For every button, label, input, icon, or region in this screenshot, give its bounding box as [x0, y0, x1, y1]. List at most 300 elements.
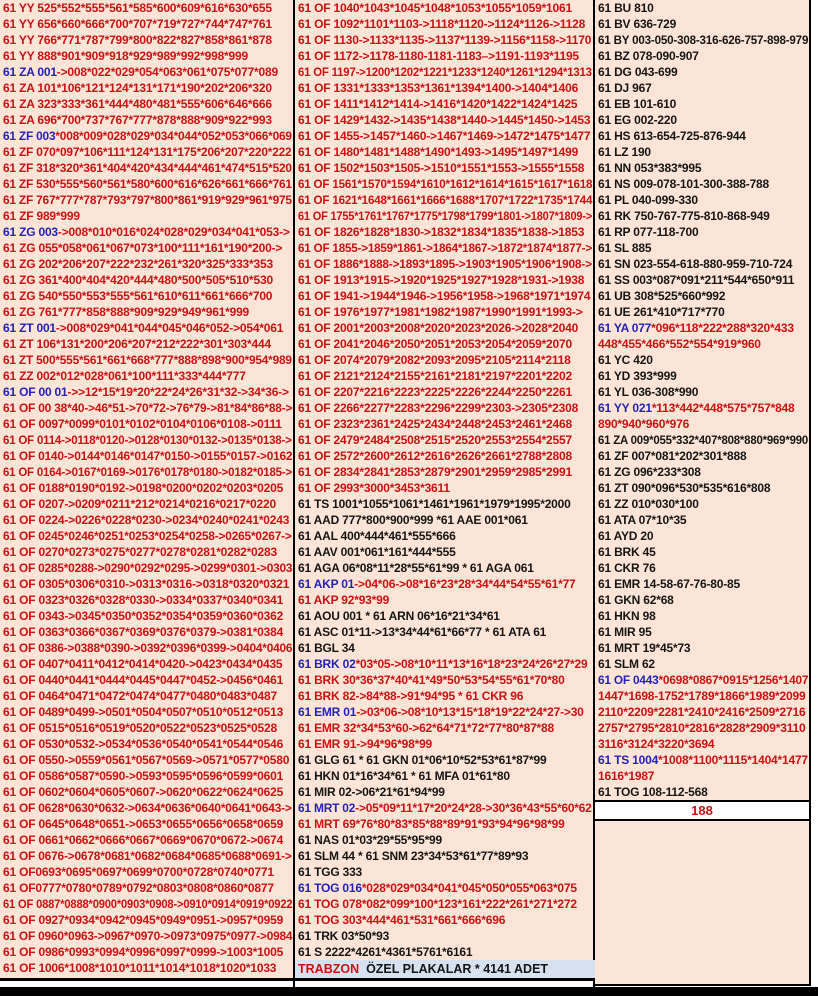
plate-row	[0, 320, 293, 336]
plate-row	[295, 0, 593, 16]
plate-row	[595, 576, 809, 592]
plate-row	[595, 0, 809, 16]
plate-text-segment: 61 OF 1913*1915->1920*1925*1927*1928*1931->1938	[298, 273, 585, 287]
plate-row	[595, 688, 809, 704]
plate-row	[595, 32, 809, 48]
plate-row	[595, 528, 809, 544]
plate-row	[295, 784, 593, 800]
plate-row	[295, 832, 593, 848]
plate-row	[0, 384, 293, 400]
plate-text-segment: 61 OF 0188*0190*0192->0198*0200*0202*0203*0205	[3, 481, 284, 495]
plate-text-segment: 61 OF 0224->0226*0228*0230->0234*0240*0241*0243	[3, 513, 290, 527]
plate-text-segment: 61 EMR 01	[298, 705, 357, 719]
plate-text-segment: 61 EG 002-220	[598, 113, 677, 127]
plate-row	[295, 576, 593, 592]
plate-text-segment: 61 BY 003-050-308-316-626-757-898-979	[598, 33, 809, 47]
plate-row	[0, 336, 293, 352]
plate-row	[0, 704, 293, 720]
plate-row	[595, 464, 809, 480]
plate-text-segment: 61 HKN 01*16*34*61 * 61 MFA 01*61*80	[298, 769, 510, 783]
plate-text-segment: 61 OF 1480*1481*1488*1490*1493->1495*1497*1499	[298, 145, 579, 159]
plate-text-segment: 61 TOG 016	[298, 881, 362, 895]
plate-row	[595, 432, 809, 448]
plate-row	[0, 656, 293, 672]
plate-text-segment: 61 OF 1092*1101*1103->1118*1120->1124*1126->1128	[298, 17, 586, 31]
plate-text-segment: 61 NN 053*383*995	[598, 161, 702, 175]
plate-text-segment: 61 SLM 62	[598, 657, 655, 671]
plate-row	[0, 480, 293, 496]
plate-row	[595, 384, 809, 400]
plate-text-segment: 61 OF 0887*0888*0900*0903*0908->0910*0914*0919*0922	[3, 897, 293, 911]
plate-row	[295, 80, 593, 96]
plate-row	[595, 592, 809, 608]
plate-text-segment: ->04*06->08*16*23*28*34*44*54*55*61*77	[354, 577, 576, 591]
plate-text-segment: 61 OF 1561*1570*1594*1610*1612*1614*1615*1617*1618	[298, 177, 593, 191]
plate-row	[595, 544, 809, 560]
plate-column-left	[0, 0, 293, 978]
plate-text-segment: 2110*2209*2281*2410*2416*2509*2716	[598, 705, 806, 719]
plate-row	[0, 112, 293, 128]
footer-label: ÖZEL PLAKALAR * 4141 ADET	[366, 962, 549, 976]
bottom-border-bar	[0, 987, 818, 996]
plate-text-segment: 61 ZA 323*333*361*444*480*481*555*606*646*666	[3, 97, 272, 111]
plate-row	[295, 144, 593, 160]
plate-row	[0, 720, 293, 736]
plate-text-segment: *028*029*034*041*045*050*055*063*075	[361, 881, 577, 895]
plate-row	[295, 16, 593, 32]
plate-text-segment: 61 AAV 001*061*161*444*555	[298, 545, 456, 559]
plate-text-segment: 61 OF 1886*1888->1893*1895->1903*1905*1906*1908->	[298, 257, 592, 271]
plate-row	[295, 912, 593, 928]
plate-text-segment: 61 TGG 333	[298, 865, 363, 879]
plate-row	[595, 720, 809, 736]
plate-row	[295, 208, 593, 224]
plate-text-segment: ->008*022*029*054*063*061*075*077*089	[56, 65, 278, 79]
plate-row	[595, 272, 809, 288]
plate-row	[295, 384, 593, 400]
plate-row	[295, 480, 593, 496]
plate-row	[595, 608, 809, 624]
plate-row	[0, 432, 293, 448]
plate-row	[595, 736, 809, 752]
plate-row	[0, 640, 293, 656]
plate-text-segment: 61 OF 2993*3000*3453*3611	[298, 481, 450, 495]
plate-text-segment: 61 BGL 34	[298, 641, 355, 655]
plate-text-segment: 61 ZZ 002*012*028*061*100*111*333*444*777	[3, 369, 246, 383]
plate-row	[295, 624, 593, 640]
plate-text-segment: 61 YY 656*660*666*700*707*719*727*744*747*761	[3, 17, 272, 31]
plate-text-segment: 61 SLM 44 * 61 SNM 23*34*53*61*77*89*93	[298, 849, 529, 863]
plate-row	[0, 144, 293, 160]
plate-text-segment: 61 OF 0586*0587*0590->0593*0595*0596*0599*0601	[3, 769, 284, 783]
plate-row	[295, 944, 593, 960]
plate-text-segment: 61 OF 0407*0411*0412*0414*0420->0423*0434*0435	[3, 657, 283, 671]
plate-text-segment: *096*118*222*288*320*433	[651, 321, 794, 335]
plate-text-segment: 1447*1698-1752*1789*1866*1989*2099	[598, 689, 806, 703]
plate-row	[0, 352, 293, 368]
plate-text-segment: 61 OF 0363*0366*0367*0369*0376*0379->0381*0384	[3, 625, 284, 639]
plate-row	[0, 128, 293, 144]
plate-text-segment: 61 OF 0628*0630*0632->0634*0636*0640*0641*0643->	[3, 801, 292, 815]
plate-row	[0, 528, 293, 544]
plate-row	[595, 304, 809, 320]
plate-text-segment: 61 DJ 967	[598, 81, 652, 95]
plate-text-segment: 61 UB 308*525*660*992	[598, 289, 726, 303]
plate-row	[595, 400, 809, 416]
plate-text-segment: 61 OF 0270*0273*0275*0277*0278*0281*0282*0283	[3, 545, 277, 559]
plate-row	[0, 240, 293, 256]
plate-text-segment: 61 OF 1006*1008*1010*1011*1014*1018*1020*1033	[3, 961, 277, 975]
plate-text-segment: 61 OF 0305*0306*0310->0313*0316->0318*0320*0321	[3, 577, 290, 591]
plate-row	[0, 960, 293, 976]
plate-text-segment: 61 ZA 001	[3, 65, 57, 79]
plate-text-segment: 61 ZF 767*777*787*793*797*800*861*919*929*961*975	[3, 193, 292, 207]
plate-text-segment: 61 ZF 989*999	[3, 209, 80, 223]
plate-text-segment: 61 OF 0386->0388*0390->0392*0396*0399->0404*0406	[3, 641, 293, 655]
plate-text-segment: 61 ZF 318*320*361*404*420*434*444*461*474*515*520	[3, 161, 292, 175]
plate-row	[0, 304, 293, 320]
plate-text-segment: 61 ZA 696*700*737*767*777*878*888*909*922*993	[3, 113, 272, 127]
plate-text-segment: 61 OF 1502*1503*1505->1510*1551*1553->1555*1558	[298, 161, 585, 175]
plate-row	[595, 112, 809, 128]
plate-row	[295, 336, 593, 352]
plate-text-segment: 61 OF0777*0780*0789*0792*0803*0808*0860*0877	[3, 881, 274, 895]
plate-text-segment: 61 ZF 003	[3, 129, 56, 143]
plate-row	[295, 688, 593, 704]
plate-text-segment: 61 YY 021	[598, 401, 652, 415]
total-count-row	[595, 800, 811, 821]
plate-row	[0, 784, 293, 800]
plate-row	[595, 240, 809, 256]
plate-text-segment: 61 EMR 32*34*53*60->62*64*71*72*77*80*87*88	[298, 721, 554, 735]
plate-text-segment: 61 SN 023-554-618-880-959-710-724	[598, 257, 793, 271]
plate-row	[0, 96, 293, 112]
plate-text-segment: 61 AOU 001 * 61 ARN 06*16*21*34*61	[298, 609, 500, 623]
plate-text-segment: 61 OF 0960*0963->0967*0970->0973*0975*0977->0984	[3, 929, 293, 943]
plate-row	[595, 160, 809, 176]
plate-text-segment: 61 CKR 76	[598, 561, 656, 575]
plate-row	[295, 224, 593, 240]
empty-cell-box	[595, 821, 811, 986]
plate-row	[595, 128, 809, 144]
plate-text-segment: 61 OF 1455->1457*1460->1467*1469->1472*1475*1477	[298, 129, 591, 143]
plate-row	[595, 480, 809, 496]
plate-row	[295, 160, 593, 176]
plate-row	[295, 800, 593, 816]
plate-row	[0, 912, 293, 928]
plate-row	[595, 656, 809, 672]
plate-text-segment: 61 OF 1197->1200*1202*1221*1233*1240*1261*1294*1313	[298, 65, 592, 79]
plate-row	[295, 416, 593, 432]
plate-row	[295, 32, 593, 48]
plate-text-segment: 61 ZT 500*555*561*661*668*777*888*898*900*954*989	[3, 353, 292, 367]
plate-text-segment: 61 ZT 090*096*530*535*616*808	[598, 481, 771, 495]
plate-row	[595, 368, 809, 384]
plate-row	[295, 560, 593, 576]
plate-text-segment: 61 AAL 400*444*461*555*666	[298, 529, 456, 543]
plate-row	[0, 672, 293, 688]
plate-text-segment: 890*940*960*976	[598, 417, 690, 431]
plate-row	[0, 192, 293, 208]
plate-text-segment: 61 OF 0661*0662*0666*0667*0669*0670*0672->0674	[3, 833, 284, 847]
plate-text-segment: 61 OF 2121*2124*2155*2161*2181*2197*2201*2202	[298, 369, 572, 383]
plate-text-segment: 61 ZF 007*081*202*301*888	[598, 449, 747, 463]
plate-text-segment: ->03*06->08*10*13*15*18*19*22*24*27->30	[356, 705, 584, 719]
plate-text-segment: 61 TOG 078*082*099*100*123*161*222*261*271*272	[298, 897, 577, 911]
plate-text-segment: 61 OF 0530*0532->0534*0536*0540*0541*0544*0546	[3, 737, 284, 751]
plate-row	[295, 816, 593, 832]
plate-text-segment: 61 OF 00 01	[3, 385, 68, 399]
plate-text-segment: 61 MRT 69*76*80*83*85*88*89*91*93*94*96*98*99	[298, 817, 565, 831]
plate-row	[0, 768, 293, 784]
plate-text-segment: 61 BRK 30*36*37*40*41*49*50*53*54*55*61*70*80	[298, 673, 565, 687]
plate-text-segment: 61 YY 525*552*555*561*585*600*609*616*630*655	[3, 1, 272, 15]
plate-row	[295, 176, 593, 192]
plate-text-segment: 61 EMR 14-58-67-76-80-85	[598, 577, 740, 591]
plate-row	[0, 176, 293, 192]
plate-row	[295, 64, 593, 80]
plate-row	[595, 784, 809, 800]
plate-text-segment: 61 RP 077-118-700	[598, 225, 699, 239]
total-count: 188	[691, 803, 713, 818]
plate-row	[295, 528, 593, 544]
plate-row	[295, 496, 593, 512]
plate-text-segment: 61 OF 2479*2484*2508*2515*2520*2553*2554*2557	[298, 433, 572, 447]
plate-text-segment: 61 OF 0515*0516*0519*0520*0522*0523*0525*0528	[3, 721, 277, 735]
plate-text-segment: 61 TS 1001*1055*1061*1461*1961*1979*1995*2000	[298, 497, 571, 511]
plate-text-segment: 61 EB 101-610	[598, 97, 677, 111]
plate-text-segment: 61 ZF 530*555*560*561*580*600*616*626*661*666*761	[3, 177, 292, 191]
plate-row	[0, 448, 293, 464]
plate-text-segment: 61 OF 1172->1178-1180-1181-1183–>1191-1193*1195	[298, 49, 579, 63]
plate-row	[295, 864, 593, 880]
plate-row	[0, 416, 293, 432]
region-name: TRABZON	[298, 962, 360, 976]
plate-text-segment: 61 TRK 03*50*93	[298, 929, 390, 943]
plate-text-segment: 61 OF 0140->0144*0146*0147*0150->0155*0157->0162	[3, 449, 293, 463]
plate-row	[595, 80, 809, 96]
plate-text-segment: 61 YL 036-308*990	[598, 385, 699, 399]
plate-row	[595, 208, 809, 224]
plate-row	[595, 416, 809, 432]
plate-column-middle	[295, 0, 593, 978]
plate-row	[595, 224, 809, 240]
plate-row	[295, 656, 593, 672]
plate-text-segment: 61 OF 0986*0993*0994*0996*0997*0999->1003*1005	[3, 945, 284, 959]
plate-row	[295, 672, 593, 688]
plate-row	[0, 752, 293, 768]
plate-text-segment: 61 ZA 101*106*121*124*131*171*190*202*206*320	[3, 81, 272, 95]
plate-row	[595, 752, 809, 768]
plate-text-segment: 61 YY 888*901*909*918*929*989*992*998*999	[3, 49, 248, 63]
plate-text-segment: 61 ZG 361*400*404*420*444*480*500*505*510*530	[3, 273, 273, 287]
plate-row	[295, 352, 593, 368]
plate-row	[595, 176, 809, 192]
plate-text-segment: 61 ASC 01*11->13*34*44*61*66*77 * 61 ATA 61	[298, 625, 547, 639]
plate-text-segment: 61 OF 0550->0559*0561*0567*0569->0571*0577*0580	[3, 753, 290, 767]
plate-text-segment: 61 GKN 62*68	[598, 593, 674, 607]
plate-row	[595, 16, 809, 32]
plate-row	[0, 80, 293, 96]
plate-text-segment: 61 OF 1621*1648*1661*1666*1688*1707*1722*1735*1744	[298, 193, 593, 207]
plate-row	[595, 672, 809, 688]
plate-row	[0, 608, 293, 624]
column-divider	[293, 0, 295, 987]
plate-row	[0, 208, 293, 224]
plate-text-segment: 61 RK 750-767-775-810-868-949	[598, 209, 770, 223]
plate-text-segment: 61 EMR 91->94*96*98*99	[298, 737, 433, 751]
plate-text-segment: 61 ZG 003	[3, 225, 58, 239]
plate-text-segment: *113*442*448*575*757*848	[651, 401, 795, 415]
plate-row	[295, 368, 593, 384]
plate-row	[295, 112, 593, 128]
plate-text-segment: 61 OF 2266*2277*2283*2296*2299*2303->2305*2308	[298, 401, 579, 415]
plate-text-segment: 61 AKP 01	[298, 577, 355, 591]
plate-row	[595, 288, 809, 304]
plate-row	[595, 624, 809, 640]
plate-row	[0, 800, 293, 816]
plate-text-segment: 61 AAD 777*800*900*999 *61 AAE 001*061	[298, 513, 528, 527]
plate-row	[295, 896, 593, 912]
plate-text-segment: 61 OF 0489*0499->0501*0504*0507*0510*0512*0513	[3, 705, 284, 719]
plate-text-segment: 61 OF 1941->1944*1946->1956*1958->1968*1971*1974	[298, 289, 591, 303]
plate-row	[295, 512, 593, 528]
plate-text-segment: 61 ZG 096*233*308	[598, 465, 701, 479]
plate-row	[595, 192, 809, 208]
plate-text-segment: 61 OF 2001*2003*2008*2020*2023*2026->2028*2040	[298, 321, 579, 335]
plate-text-segment: 61 OF 0245*0246*0251*0253*0254*0258->0265*0267->	[3, 529, 292, 543]
plate-text-segment: 61 BU 810	[598, 1, 654, 15]
plate-row	[295, 272, 593, 288]
plate-text-segment: 61 ZG 540*550*553*555*561*610*611*661*666*700	[3, 289, 273, 303]
plate-row	[295, 608, 593, 624]
plate-text-segment: 61 OF 1976*1977*1981*1982*1987*1990*1991*1993->	[298, 305, 583, 319]
plate-row	[0, 944, 293, 960]
plate-row	[295, 304, 593, 320]
plate-row	[595, 96, 809, 112]
plate-row	[295, 128, 593, 144]
plate-text-segment: 61 SS 003*087*091*211*544*650*911	[598, 273, 795, 287]
plate-text-segment: 61 OF 1130->1133*1135->1137*1139->1156*1158->1170	[298, 33, 592, 47]
plate-text-segment: 61 OF 0927*0934*0942*0945*0949*0951->0957*0959	[3, 913, 284, 927]
plate-text-segment: 61 OF 1826*1828*1830->1832*1834*1835*1838->1853	[298, 225, 585, 239]
plate-text-segment: 61 ZA 009*055*332*407*808*880*969*990	[598, 433, 809, 447]
plate-row	[595, 496, 809, 512]
plate-row	[295, 448, 593, 464]
plate-text-segment: 3116*3124*3220*3694	[598, 737, 715, 751]
plate-text-segment: 61 OF 2572*2600*2612*2616*2626*2661*2788*2808	[298, 449, 572, 463]
plate-text-segment: 61 TS 1004	[598, 753, 659, 767]
plate-text-segment: 61 OF 1429*1432->1435*1438*1440->1445*1450->1453	[298, 113, 591, 127]
plate-row	[595, 448, 809, 464]
plate-row	[0, 592, 293, 608]
plate-text-segment: 61 OF 0285*0288->0290*0292*0295->0299*0301->0303	[3, 561, 293, 575]
plate-row	[0, 544, 293, 560]
plate-text-segment: 61 OF 0464*0471*0472*0474*0477*0480*0483*0487	[3, 689, 277, 703]
plate-text-segment: 61 AYD 20	[598, 529, 654, 543]
plate-row	[595, 336, 809, 352]
plate-text-segment: 61 YA 077	[598, 321, 652, 335]
plate-row	[295, 288, 593, 304]
plate-text-segment: 61 ZZ 010*030*100	[598, 497, 699, 511]
plate-row	[295, 928, 593, 944]
plate-row	[295, 192, 593, 208]
plate-text-segment: 61 OF 2074*2079*2082*2093*2095*2105*2114*2118	[298, 353, 571, 367]
plate-row	[595, 144, 809, 160]
plate-row	[295, 592, 593, 608]
plate-text-segment: 61 OF 0676->0678*0681*0682*0684*0685*0688*0691->	[3, 849, 292, 863]
plate-row	[595, 64, 809, 80]
plate-text-segment: ->>12*15*19*20*22*24*26*31*32->34*36->	[67, 385, 289, 399]
plate-text-segment: 61 MIR 95	[598, 625, 652, 639]
plate-row	[295, 464, 593, 480]
plate-row	[0, 928, 293, 944]
plate-text-segment: 61 BRK 45	[598, 545, 656, 559]
plate-text-segment: 61 SL 885	[598, 241, 652, 255]
plate-text-segment: 61 GLG 61 * 61 GKN 01*06*10*52*53*61*87*99	[298, 753, 547, 767]
plate-row	[0, 576, 293, 592]
plate-text-segment: 61 ZT 106*131*200*206*207*212*222*301*303*444	[3, 337, 271, 351]
plate-text-segment: 61 AKP 92*93*99	[298, 593, 390, 607]
plate-row	[295, 720, 593, 736]
plate-row	[0, 160, 293, 176]
plate-text-segment: 61 LZ 190	[598, 145, 651, 159]
plate-row	[295, 704, 593, 720]
plate-text-segment: 61 ZG 761*777*858*888*909*929*949*961*999	[3, 305, 250, 319]
plate-row	[295, 320, 593, 336]
plate-row	[0, 880, 293, 896]
plate-text-segment: 61 MRT 19*45*73	[598, 641, 691, 655]
plate-row	[295, 880, 593, 896]
plate-text-segment: 61 NS 009-078-101-300-388-788	[598, 177, 769, 191]
plate-row	[0, 64, 293, 80]
plate-row	[0, 256, 293, 272]
plate-row	[0, 400, 293, 416]
plate-row	[595, 320, 809, 336]
plate-text-segment: 61 OF 1331*1333*1353*1361*1394*1400->1404*1406	[298, 81, 579, 95]
plate-row	[0, 864, 293, 880]
plate-row	[295, 240, 593, 256]
plate-row	[595, 640, 809, 656]
plate-row	[0, 896, 293, 912]
plate-text-segment: 61 TOG 303*444*461*531*661*666*696	[298, 913, 506, 927]
plate-text-segment: 61 AGA 06*08*11*28*55*61*99 * 61 AGA 061	[298, 561, 534, 575]
plate-text-segment: *008*009*028*029*034*044*052*053*066*069	[55, 129, 292, 143]
plate-row	[0, 32, 293, 48]
plate-row	[0, 0, 293, 16]
plate-text-segment: 61 DG 043-699	[598, 65, 678, 79]
plate-row	[0, 464, 293, 480]
plate-text-segment: 61 YD 393*999	[598, 369, 677, 383]
plate-text-segment: ->008*029*041*044*045*046*052->054*061	[55, 321, 284, 335]
plate-text-segment: 61 OF 0114->0118*0120->0128*0130*0132->0135*0138->	[3, 433, 292, 447]
plate-text-segment: 61 BV 636-729	[598, 17, 677, 31]
columns-bottom-border	[0, 978, 595, 981]
plate-text-segment: 61 OF 2207*2216*2223*2225*2226*2244*2250*2261	[298, 385, 572, 399]
plate-text-segment: 61 OF 0440*0441*0444*0445*0447*0452->0456*0461	[3, 673, 284, 687]
plate-row	[295, 432, 593, 448]
plate-row	[295, 848, 593, 864]
plate-row	[595, 48, 809, 64]
plate-row	[595, 768, 809, 784]
plate-row	[0, 560, 293, 576]
plate-text-segment: 61 OF 0443	[598, 673, 659, 687]
plate-text-segment: 61 ZT 001	[3, 321, 56, 335]
plate-row	[0, 512, 293, 528]
plate-text-segment: 61 OF 2041*2046*2050*2051*2053*2054*2059*2070	[298, 337, 572, 351]
plate-text-segment: 61 OF 0323*0326*0328*0330->0334*0337*0340*0341	[3, 593, 284, 607]
plate-row	[0, 496, 293, 512]
